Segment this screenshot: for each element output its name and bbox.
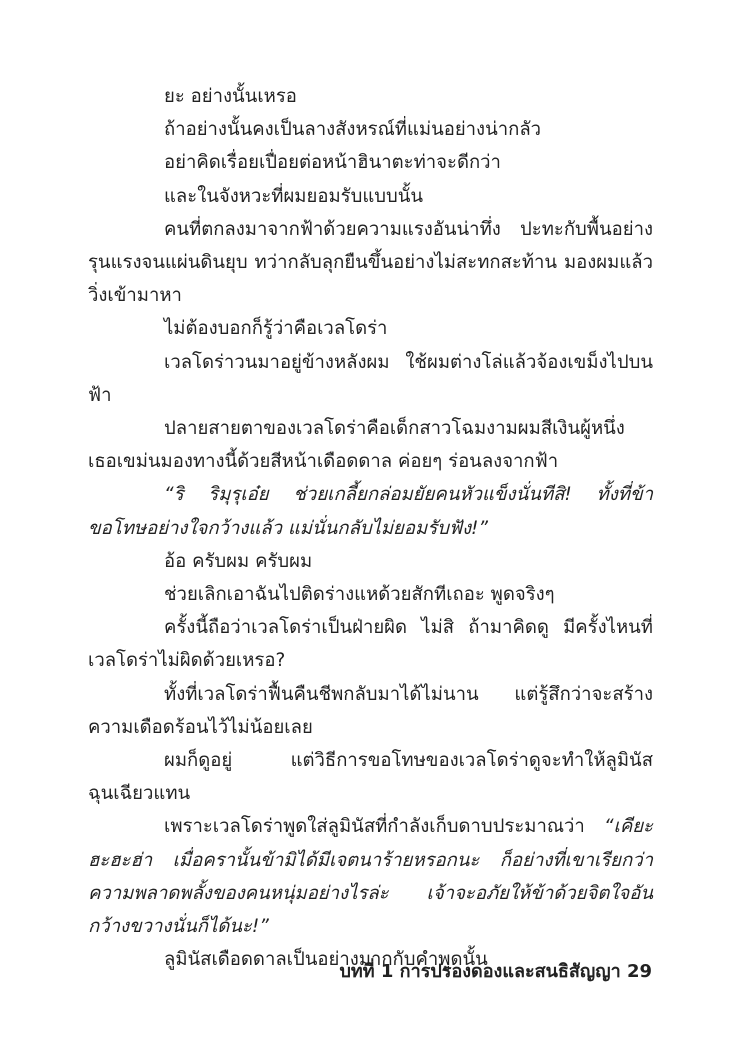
- text-run: ผมก็ดูอยู่ แต่วิธีการขอโทษของเวลโดร่าดูจะทำให้ลูมินัสฉุนเฉียวแทน: [88, 750, 653, 805]
- paragraph: [88, 744, 653, 810]
- text-run: ถ้าอย่างนั้นคงเป็นลางสังหรณ์ที่แม่นอย่างน่ากลัว: [164, 119, 542, 141]
- text-run: ช่วยเลิกเอาฉันไปติดร่างแหด้วยสักทีเถอะ พูดจริงๆ: [164, 584, 555, 606]
- paragraph: [88, 346, 653, 412]
- text-run: เพราะเวลโดร่าพูดใส่ลูมินัสที่กำลังเก็บดาบประมาณว่า: [164, 816, 604, 838]
- text-run: และในจังหวะที่ผมยอมรับแบบนั้น: [164, 185, 424, 207]
- text-run: ปลายสายตาของเวลโดร่าคือเด็กสาวโฉมงามผมสีเงินผู้หนึ่ง เธอเขม่นมองทางนี้ด้วยสีหน้าเดือดดาล ค่อยๆ ร่อนลงจากฟ้า: [88, 418, 625, 473]
- text-run: คนที่ตกลงมาจากฟ้าด้วยความแรงอันน่าทึ่ง ปะทะกับพื้นอย่างรุนแรงจนแผ่นดินยุบ ทว่ากลับลุกยืนขึ้นอย่างไม่สะทกสะท้าน มองผมแล้ววิ่งเข้ามาหา: [88, 218, 653, 307]
- paragraph: [88, 412, 653, 478]
- text-run: ทั้งที่เวลโดร่าฟื้นคืนชีพกลับมาได้ไม่นาน แต่รู้สึกว่าจะสร้างความเดือดร้อนไว้ไม่น้อยเลย: [88, 683, 653, 738]
- paragraph: [88, 578, 653, 611]
- paragraph: [88, 611, 653, 677]
- paragraph: [88, 146, 653, 179]
- paragraph: [88, 180, 653, 213]
- italic-text: “ริ ริมุรุเอ๋ย ช่วยเกลี้ยกล่อมยัยคนหัวแข็งนั่นทีสิ! ทั้งที่ข้าขอโทษอย่างใจกว้างแล้ว แม่นั่นกลับไม่ยอมรับฟัง!”: [88, 484, 653, 539]
- paragraph: [88, 113, 653, 146]
- paragraph: [88, 545, 653, 578]
- body-text: [88, 80, 653, 976]
- text-run: อย่าคิดเรื่อยเปื่อยต่อหน้าฮินาตะท่าจะดีกว่า: [164, 152, 501, 174]
- page-footer: บทที่ 1 การปรองดองและสนธิสัญญา 29: [339, 961, 652, 982]
- paragraph: [88, 80, 653, 113]
- text-run: ครั้งนี้ถือว่าเวลโดร่าเป็นฝ่ายผิด ไม่สิ ถ้ามาคิดดู มีครั้งไหนที่เวลโดร่าไม่ผิดด้วยเหรอ?: [88, 617, 653, 672]
- text-run: เวลโดร่าวนมาอยู่ข้างหลังผม ใช้ผมต่างโล่แล้วจ้องเขม็งไปบนฟ้า: [88, 351, 653, 406]
- paragraph: [88, 213, 653, 313]
- text-run: ยะ อย่างนั้นเหรอ: [164, 86, 297, 107]
- text-run: อ้อ ครับผม ครับผม: [164, 550, 313, 572]
- text-run: ไม่ต้องบอกก็รู้ว่าคือเวลโดร่า: [164, 318, 388, 340]
- italic-text: “เคียะฮะฮะฮ่า เมื่อครานั้นข้ามิได้มีเจตนาร้ายหรอกนะ ก็อย่างที่เขาเรียกว่าความพลาดพลั้งของคนหนุ่มอย่างไรล่ะ เจ้าจะอภัยให้ข้าด้วยจิตใจอันกว้างขวางนั่นก็ได้นะ!”: [88, 816, 653, 938]
- paragraph: [88, 312, 653, 345]
- text-run: ลูมินัสเดือดดาลเป็นอย่างมากกับคำพูดนั้น: [164, 949, 488, 971]
- paragraph: [88, 478, 653, 544]
- paragraph: [88, 810, 653, 943]
- paragraph: [88, 678, 653, 744]
